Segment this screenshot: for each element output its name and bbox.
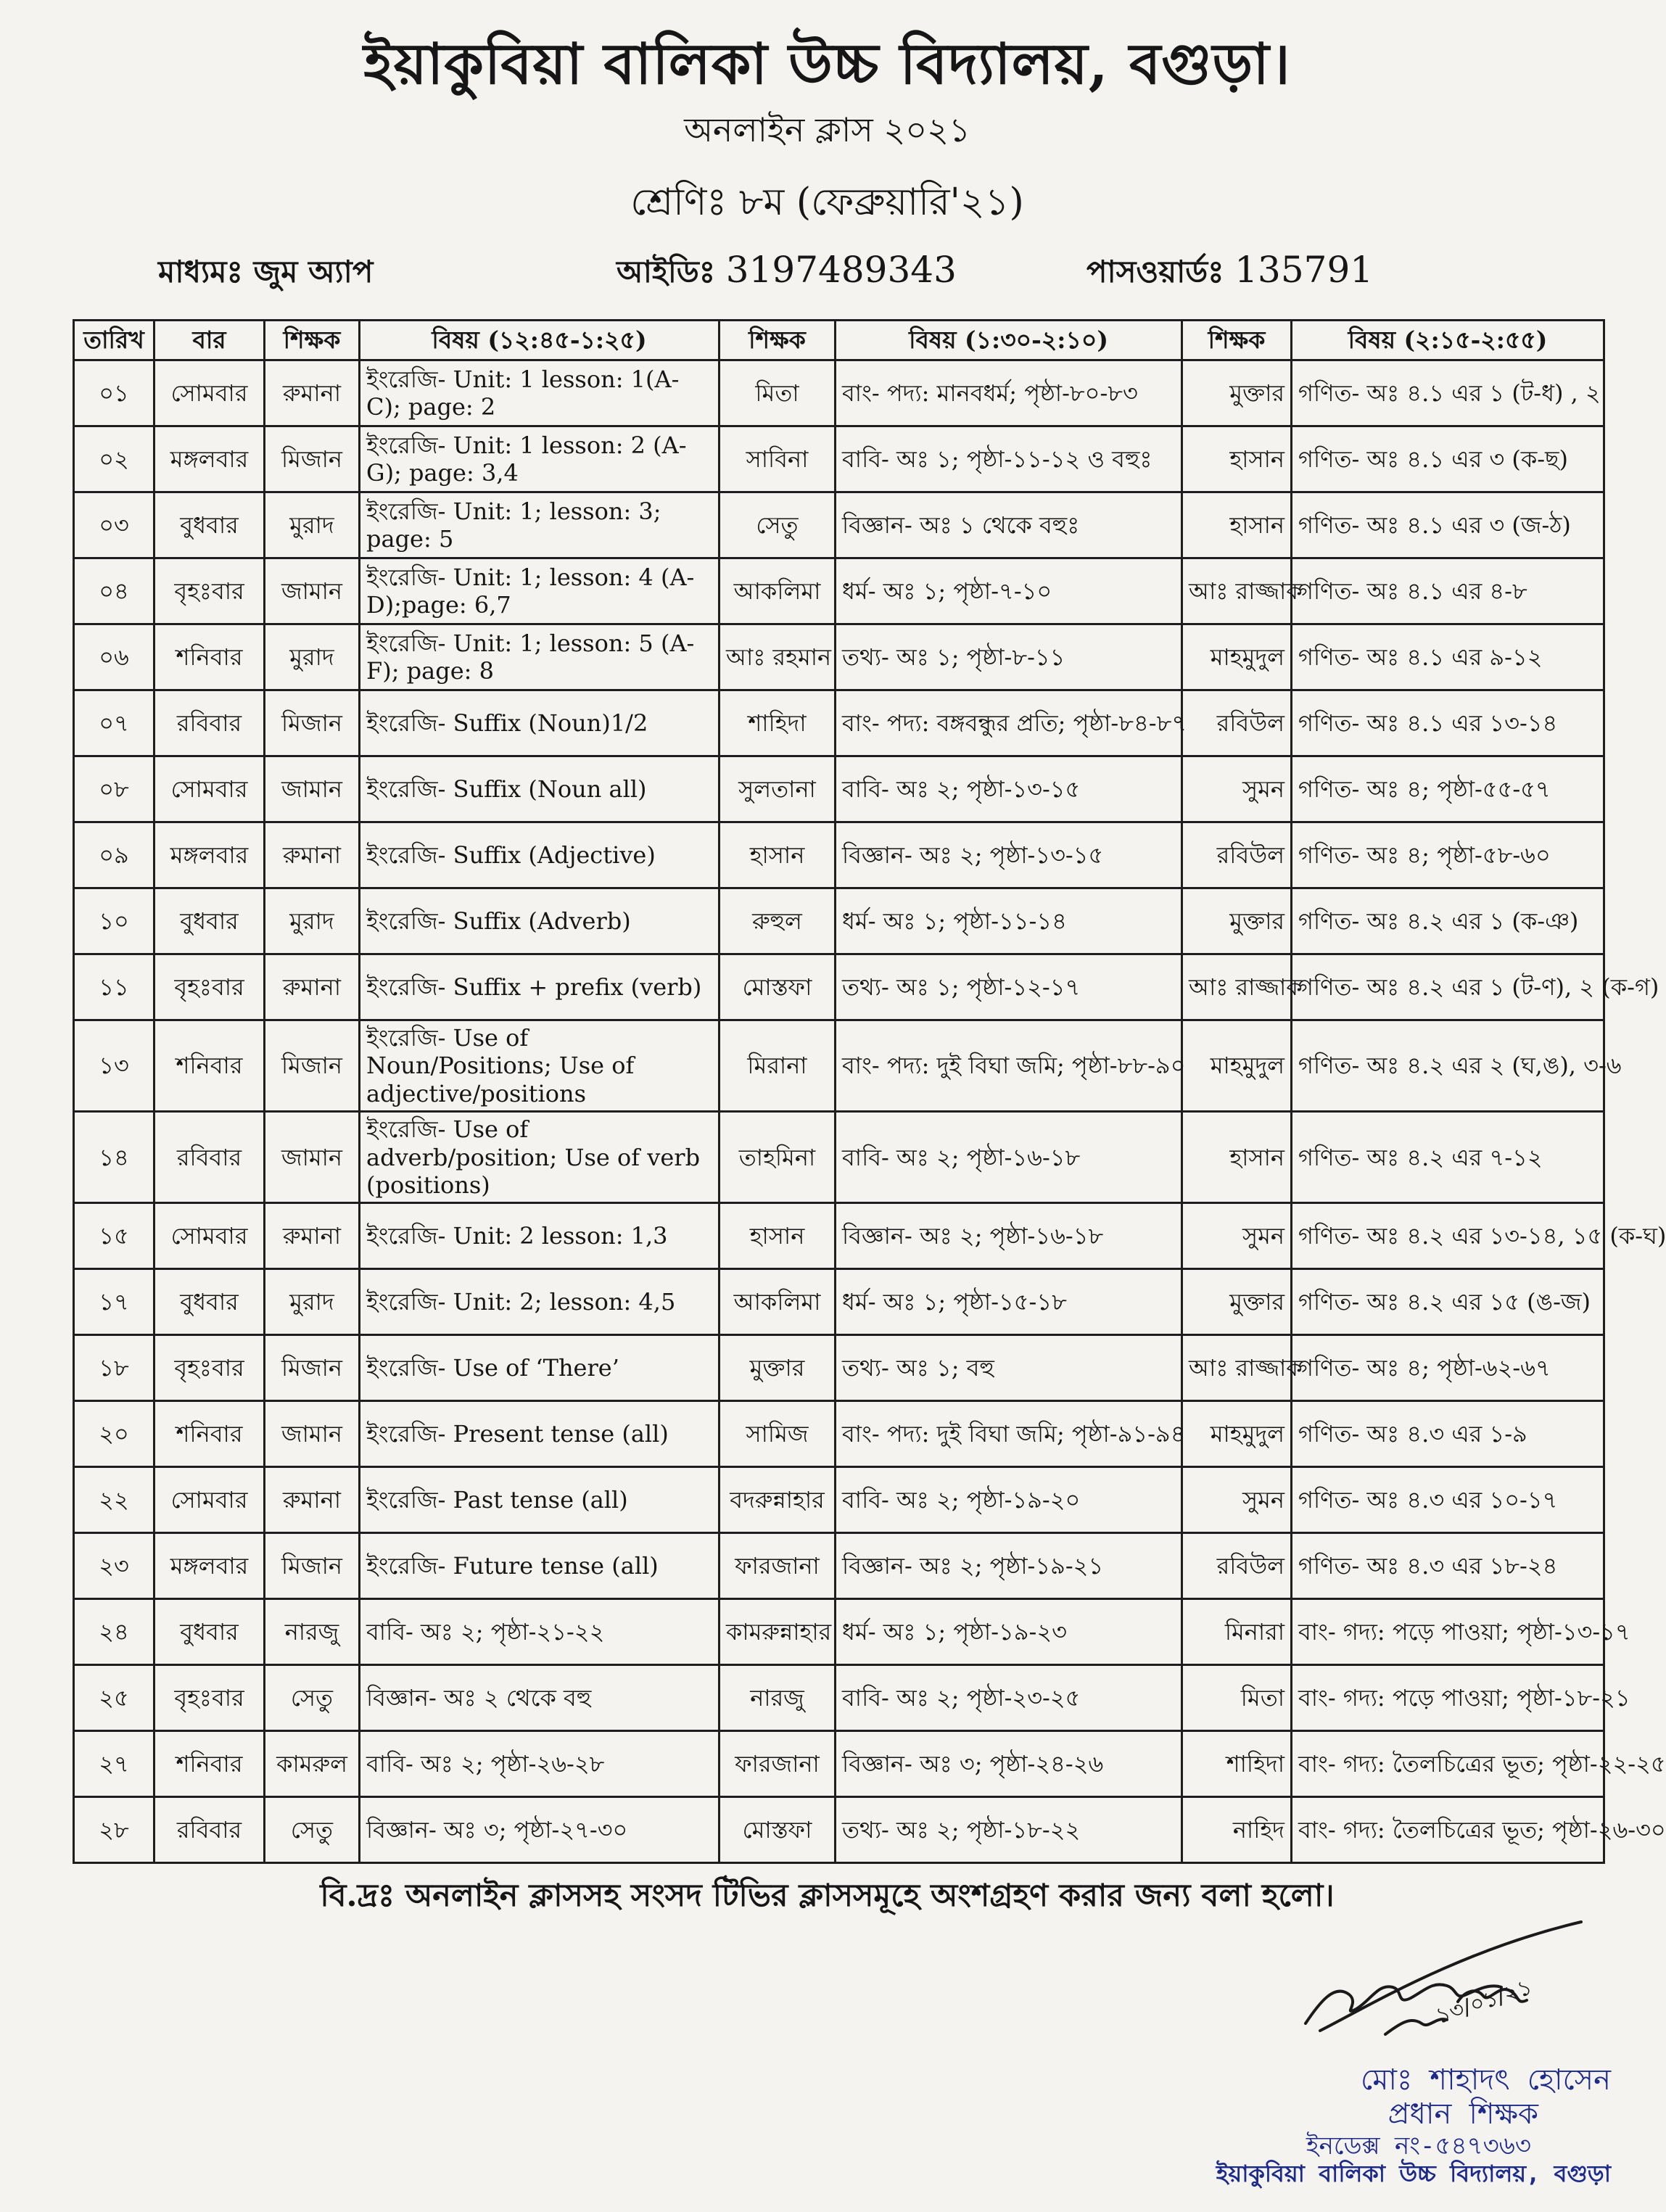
cell-subject-2: ধর্ম- অঃ ১; পৃষ্ঠা-১৫-১৮ (836, 1269, 1182, 1335)
cell-subject-1: ইংরেজি- Use of ‘There’ (360, 1335, 719, 1401)
header-subject-3: বিষয় (২:১৫-২:৫৫) (1292, 321, 1604, 360)
signature-date: ১৩/০১/২১ (1432, 1974, 1535, 2030)
table-row (74, 1665, 1604, 1731)
cell-subject-1: ইংরেজি- Use of adverb/position; Use of verb (positions) (360, 1112, 719, 1203)
cell-day: বৃহঃবার (154, 1665, 265, 1731)
cell-teacher-2: মিরানা (719, 1020, 836, 1112)
table-row (74, 492, 1604, 558)
cell-teacher-3: মুক্তার (1182, 1269, 1292, 1335)
cell-subject-2: বাং- পদ্য: দুই বিঘা জমি; পৃষ্ঠা-৯১-৯৪ (836, 1401, 1182, 1467)
cell-teacher-3: মাহমুদুল (1182, 1401, 1292, 1467)
cell-subject-2: তথ্য- অঃ ১; পৃষ্ঠা-৮-১১ (836, 624, 1182, 690)
school-title: ইয়াকুবিয়া বালিকা উচ্চ বিদ্যালয়, বগুড়া। (363, 31, 1291, 97)
cell-teacher-1: মুরাদ (265, 492, 360, 558)
cell-teacher-1: মুরাদ (265, 624, 360, 690)
cell-day: বৃহঃবার (154, 1335, 265, 1401)
table-row (74, 360, 1604, 426)
cell-subject-1: ইংরেজি- Unit: 1 lesson: 2 (A-G); page: 3,4 (360, 426, 719, 492)
cell-teacher-2: সুলতানা (719, 756, 836, 822)
cell-teacher-3: নাহিদ (1182, 1797, 1292, 1863)
cell-subject-3: গণিত- অঃ ৪; পৃষ্ঠা-৫৮-৬০ (1292, 822, 1604, 888)
cell-teacher-2: আঃ রহমান (719, 624, 836, 690)
cell-teacher-1: মিজান (265, 1020, 360, 1112)
table-row (74, 1335, 1604, 1401)
meeting-id-info (616, 248, 957, 300)
cell-subject-3: গণিত- অঃ ৪.১ এর ৩ (ক-ছ) (1292, 426, 1604, 492)
cell-subject-3: গণিত- অঃ ৪; পৃষ্ঠা-৫৫-৫৭ (1292, 756, 1604, 822)
cell-day: রবিবার (154, 1112, 265, 1203)
cell-date: ১৫ (74, 1203, 154, 1269)
table-row (74, 1112, 1604, 1203)
cell-teacher-1: রুমানা (265, 360, 360, 426)
cell-subject-1: ইংরেজি- Unit: 2; lesson: 4,5 (360, 1269, 719, 1335)
header-date: তারিখ (74, 321, 154, 360)
passcode-value: 135791 (1234, 249, 1374, 291)
cell-subject-2: বাবি- অঃ ২; পৃষ্ঠা-১৯-২০ (836, 1467, 1182, 1533)
cell-subject-3: গণিত- অঃ ৪.১ এর ৪-৮ (1292, 558, 1604, 624)
cell-teacher-3: হাসান (1182, 492, 1292, 558)
cell-teacher-1: জামান (265, 558, 360, 624)
table-row (74, 1269, 1604, 1335)
cell-teacher-3: মাহমুদুল (1182, 1020, 1292, 1112)
cell-teacher-3: মাহমুদুল (1182, 624, 1292, 690)
cell-teacher-2: সেতু (719, 492, 836, 558)
cell-teacher-1: মিজান (265, 1335, 360, 1401)
seal-school-name: ইয়াকুবিয়া বালিকা উচ্চ বিদ্যালয়, বগুড়া (1216, 2160, 1611, 2188)
cell-subject-1: বিজ্ঞান- অঃ ৩; পৃষ্ঠা-২৭-৩০ (360, 1797, 719, 1863)
cell-subject-1: ইংরেজি- Suffix + prefix (verb) (360, 954, 719, 1020)
cell-teacher-3: সুমন (1182, 756, 1292, 822)
cell-date: ১১ (74, 954, 154, 1020)
table-row (74, 1467, 1604, 1533)
cell-teacher-2: হাসান (719, 822, 836, 888)
cell-day: বুধবার (154, 888, 265, 954)
cell-subject-2: তথ্য- অঃ ২; পৃষ্ঠা-১৮-২২ (836, 1797, 1182, 1863)
cell-teacher-2: ফারজানা (719, 1731, 836, 1797)
table-row (74, 1401, 1604, 1467)
table-row (74, 888, 1604, 954)
cell-subject-2: বাং- পদ্য: বঙ্গবন্ধুর প্রতি; পৃষ্ঠা-৮৪-৮৭ (836, 690, 1182, 756)
cell-teacher-1: সেতু (265, 1665, 360, 1731)
cell-teacher-1: মুরাদ (265, 888, 360, 954)
cell-subject-2: বাবি- অঃ ২; পৃষ্ঠা-১৩-১৫ (836, 756, 1182, 822)
cell-date: ০৭ (74, 690, 154, 756)
cell-subject-2: তথ্য- অঃ ১; পৃষ্ঠা-১২-১৭ (836, 954, 1182, 1020)
cell-subject-3: গণিত- অঃ ৪.১ এর ৯-১২ (1292, 624, 1604, 690)
cell-subject-2: বাং- পদ্য: মানবধর্ম; পৃষ্ঠা-৮০-৮৩ (836, 360, 1182, 426)
cell-day: সোমবার (154, 756, 265, 822)
cell-subject-1: ইংরেজি- Use of Noun/Positions; Use of adjective/positions (360, 1020, 719, 1112)
cell-teacher-3: রবিউল (1182, 822, 1292, 888)
cell-subject-2: বিজ্ঞান- অঃ ৩; পৃষ্ঠা-২৪-২৬ (836, 1731, 1182, 1797)
cell-teacher-2: মুক্তার (719, 1335, 836, 1401)
cell-subject-1: ইংরেজি- Suffix (Noun all) (360, 756, 719, 822)
cell-day: সোমবার (154, 1203, 265, 1269)
cell-day: সোমবার (154, 360, 265, 426)
passcode-label: পাসওয়ার্ডঃ (1086, 254, 1224, 289)
table-row (74, 690, 1604, 756)
cell-subject-3: বাং- গদ্য: পড়ে পাওয়া; পৃষ্ঠা-১৩-১৭ (1292, 1599, 1604, 1665)
cell-subject-2: বাং- পদ্য: দুই বিঘা জমি; পৃষ্ঠা-৮৮-৯০ (836, 1020, 1182, 1112)
cell-subject-1: ইংরেজি- Future tense (all) (360, 1533, 719, 1599)
notice-text: বি.দ্রঃ অনলাইন ক্লাসসহ সংসদ টিভির ক্লাসসমূহে অংশগ্রহণ করার জন্য বলা হলো। (320, 1878, 1335, 1914)
cell-date: ১৭ (74, 1269, 154, 1335)
cell-teacher-3: রবিউল (1182, 690, 1292, 756)
cell-date: ০৩ (74, 492, 154, 558)
cell-subject-3: বাং- গদ্য: পড়ে পাওয়া; পৃষ্ঠা-১৮-২১ (1292, 1665, 1604, 1731)
cell-teacher-1: জামান (265, 1401, 360, 1467)
cell-day: বুধবার (154, 1599, 265, 1665)
medium-value: জুম অ্যাপ (253, 254, 374, 289)
table-row (74, 822, 1604, 888)
cell-day: মঙ্গলবার (154, 822, 265, 888)
page-subtitle: অনলাইন ক্লাস ২০২১ (684, 110, 970, 149)
cell-teacher-1: মিজান (265, 1533, 360, 1599)
medium-label: মাধ্যমঃ (158, 254, 243, 289)
headmaster-name: মোঃ শাহাদৎ হোসেন (1360, 2063, 1611, 2097)
cell-date: ১৪ (74, 1112, 154, 1203)
cell-teacher-2: আকলিমা (719, 558, 836, 624)
headmaster-role: প্রধান শিক্ষক (1387, 2097, 1538, 2131)
cell-day: শনিবার (154, 624, 265, 690)
cell-teacher-3: সুমন (1182, 1467, 1292, 1533)
cell-subject-1: ইংরেজি- Unit: 2 lesson: 1,3 (360, 1203, 719, 1269)
cell-subject-3: গণিত- অঃ ৪.২ এর ২ (ঘ,ঙ), ৩-৬ (1292, 1020, 1604, 1112)
cell-teacher-2: তাহমিনা (719, 1112, 836, 1203)
cell-subject-1: ইংরেজি- Unit: 1; lesson: 3; page: 5 (360, 492, 719, 558)
cell-teacher-2: মিতা (719, 360, 836, 426)
cell-day: বুধবার (154, 492, 265, 558)
cell-subject-2: ধর্ম- অঃ ১; পৃষ্ঠা-১১-১৪ (836, 888, 1182, 954)
cell-subject-1: ইংরেজি- Unit: 1 lesson: 1(A-C); page: 2 (360, 360, 719, 426)
cell-subject-3: গণিত- অঃ ৪.৩ এর ১-৯ (1292, 1401, 1604, 1467)
cell-teacher-2: আকলিমা (719, 1269, 836, 1335)
cell-subject-3: গণিত- অঃ ৪.৩ এর ১৮-২৪ (1292, 1533, 1604, 1599)
cell-teacher-1: জামান (265, 756, 360, 822)
cell-teacher-3: আঃ রাজ্জাক (1182, 558, 1292, 624)
table-body (74, 360, 1666, 1863)
cell-date: ০৯ (74, 822, 154, 888)
cell-date: ০৮ (74, 756, 154, 822)
cell-subject-3: গণিত- অঃ ৪.২ এর ১৫ (ঙ-জ) (1292, 1269, 1604, 1335)
cell-teacher-3: মুক্তার (1182, 360, 1292, 426)
cell-subject-3: গণিত- অঃ ৪.২ এর ৭-১২ (1292, 1112, 1604, 1203)
cell-subject-2: ধর্ম- অঃ ১; পৃষ্ঠা-৭-১০ (836, 558, 1182, 624)
cell-subject-1: বাবি- অঃ ২; পৃষ্ঠা-২১-২২ (360, 1599, 719, 1665)
cell-teacher-2: রুহুল (719, 888, 836, 954)
cell-teacher-2: হাসান (719, 1203, 836, 1269)
cell-day: মঙ্গলবার (154, 426, 265, 492)
table-row (74, 1020, 1604, 1112)
cell-date: ১৮ (74, 1335, 154, 1401)
cell-teacher-2: সাবিনা (719, 426, 836, 492)
cell-teacher-2: নারজু (719, 1665, 836, 1731)
cell-subject-2: বাবি- অঃ ২; পৃষ্ঠা-১৬-১৮ (836, 1112, 1182, 1203)
cell-subject-1: ইংরেজি- Suffix (Adjective) (360, 822, 719, 888)
table-row (74, 1533, 1604, 1599)
cell-subject-3: গণিত- অঃ ৪.২ এর ১ (ক-ঞ) (1292, 888, 1604, 954)
table-row (74, 756, 1604, 822)
cell-teacher-1: রুমানা (265, 1203, 360, 1269)
cell-subject-1: ইংরেজি- Past tense (all) (360, 1467, 719, 1533)
table-row (74, 558, 1604, 624)
cell-teacher-2: মোস্তফা (719, 954, 836, 1020)
cell-subject-1: ইংরেজি- Suffix (Adverb) (360, 888, 719, 954)
header-subject-1: বিষয় (১২:৪৫-১:২৫) (360, 321, 719, 360)
cell-date: ২০ (74, 1401, 154, 1467)
cell-teacher-2: কামরুন্নাহার (719, 1599, 836, 1665)
handwritten-signature (1277, 1915, 1610, 2045)
cell-subject-2: তথ্য- অঃ ১; বহু (836, 1335, 1182, 1401)
cell-teacher-2: ফারজানা (719, 1533, 836, 1599)
cell-subject-3: গণিত- অঃ ৪; পৃষ্ঠা-৬২-৬৭ (1292, 1335, 1604, 1401)
cell-date: ০১ (74, 360, 154, 426)
cell-subject-1: ইংরেজি- Unit: 1; lesson: 5 (A-F); page: 8 (360, 624, 719, 690)
cell-day: শনিবার (154, 1731, 265, 1797)
cell-date: ২৪ (74, 1599, 154, 1665)
cell-subject-3: বাং- গদ্য: তৈলচিত্রের ভূত; পৃষ্ঠা-২২-২৫ (1292, 1731, 1604, 1797)
passcode-info (1086, 248, 1373, 300)
cell-teacher-1: মিজান (265, 690, 360, 756)
cell-teacher-1: জামান (265, 1112, 360, 1203)
index-number: ইনডেক্স নং-৫৪৭৩৬৩ (1306, 2131, 1531, 2161)
cell-day: সোমবার (154, 1467, 265, 1533)
cell-date: ০৬ (74, 624, 154, 690)
cell-day: বৃহঃবার (154, 558, 265, 624)
cell-subject-2: বিজ্ঞান- অঃ ২; পৃষ্ঠা-১৬-১৮ (836, 1203, 1182, 1269)
cell-teacher-3: সুমন (1182, 1203, 1292, 1269)
cell-subject-2: ধর্ম- অঃ ১; পৃষ্ঠা-১৯-২৩ (836, 1599, 1182, 1665)
class-routine-table (73, 319, 1666, 1864)
headmaster-seal (1216, 2063, 1611, 2188)
medium-info (158, 248, 373, 300)
cell-day: বুধবার (154, 1269, 265, 1335)
cell-subject-1: ইংরেজি- Unit: 1; lesson: 4 (A-D);page: 6,7 (360, 558, 719, 624)
cell-teacher-3: রবিউল (1182, 1533, 1292, 1599)
cell-subject-2: বিজ্ঞান- অঃ ২; পৃষ্ঠা-১৩-১৫ (836, 822, 1182, 888)
cell-date: ২৫ (74, 1665, 154, 1731)
cell-date: ২৩ (74, 1533, 154, 1599)
table-row (74, 624, 1604, 690)
table-row (74, 1731, 1604, 1797)
header-teacher-2: শিক্ষক (719, 321, 836, 360)
cell-teacher-2: শাহিদা (719, 690, 836, 756)
cell-subject-3: গণিত- অঃ ৪.১ এর ৩ (জ-ঠ) (1292, 492, 1604, 558)
cell-subject-1: বিজ্ঞান- অঃ ২ থেকে বহু (360, 1665, 719, 1731)
cell-subject-1: বাবি- অঃ ২; পৃষ্ঠা-২৬-২৮ (360, 1731, 719, 1797)
cell-date: ১০ (74, 888, 154, 954)
cell-subject-1: ইংরেজি- Suffix (Noun)1/2 (360, 690, 719, 756)
cell-day: রবিবার (154, 1797, 265, 1863)
cell-teacher-2: মোস্তফা (719, 1797, 836, 1863)
cell-day: মঙ্গলবার (154, 1533, 265, 1599)
cell-teacher-1: রুমানা (265, 954, 360, 1020)
cell-teacher-3: মিতা (1182, 1665, 1292, 1731)
cell-day: রবিবার (154, 690, 265, 756)
table-row (74, 1599, 1604, 1665)
cell-day: বৃহঃবার (154, 954, 265, 1020)
header-teacher-1: শিক্ষক (265, 321, 360, 360)
cell-day: শনিবার (154, 1401, 265, 1467)
cell-teacher-3: শাহিদা (1182, 1731, 1292, 1797)
cell-date: ০৪ (74, 558, 154, 624)
table-row (74, 426, 1604, 492)
cell-teacher-2: সামিজ (719, 1401, 836, 1467)
cell-date: ২৮ (74, 1797, 154, 1863)
cell-teacher-1: মুরাদ (265, 1269, 360, 1335)
table-header-row (74, 321, 1604, 360)
cell-teacher-3: হাসান (1182, 426, 1292, 492)
table-row (74, 954, 1604, 1020)
cell-subject-1: ইংরেজি- Present tense (all) (360, 1401, 719, 1467)
cell-teacher-2: বদরুন্নাহার (719, 1467, 836, 1533)
header-day: বার (154, 321, 265, 360)
cell-teacher-3: আঃ রাজ্জাক (1182, 954, 1292, 1020)
cell-subject-3: গণিত- অঃ ৪.১ এর ১ (ট-ধ) , ২ (1292, 360, 1604, 426)
meeting-id-label: আইডিঃ (616, 254, 716, 289)
table-row (74, 1203, 1604, 1269)
cell-subject-2: বাবি- অঃ ১; পৃষ্ঠা-১১-১২ ও বহুঃ (836, 426, 1182, 492)
cell-date: ০২ (74, 426, 154, 492)
class-line: শ্রেণিঃ ৮ম (ফেব্রুয়ারি'২১) (630, 181, 1024, 224)
cell-subject-2: বিজ্ঞান- অঃ ২; পৃষ্ঠা-১৯-২১ (836, 1533, 1182, 1599)
header-subject-2: বিষয় (১:৩০-২:১০) (836, 321, 1182, 360)
cell-subject-3: গণিত- অঃ ৪.৩ এর ১০-১৭ (1292, 1467, 1604, 1533)
cell-subject-3: গণিত- অঃ ৪.১ এর ১৩-১৪ (1292, 690, 1604, 756)
cell-subject-2: বিজ্ঞান- অঃ ১ থেকে বহুঃ (836, 492, 1182, 558)
cell-teacher-1: সেতু (265, 1797, 360, 1863)
cell-subject-3: গণিত- অঃ ৪.২ এর ১৩-১৪, ১৫ (ক-ঘ) (1292, 1203, 1604, 1269)
meeting-id-value: 3197489343 (725, 249, 957, 291)
cell-subject-3: গণিত- অঃ ৪.২ এর ১ (ট-ণ), ২ (ক-গ) (1292, 954, 1604, 1020)
cell-teacher-1: কামরুল (265, 1731, 360, 1797)
cell-teacher-3: মিনারা (1182, 1599, 1292, 1665)
cell-subject-2: বাবি- অঃ ২; পৃষ্ঠা-২৩-২৫ (836, 1665, 1182, 1731)
cell-teacher-3: মুক্তার (1182, 888, 1292, 954)
cell-teacher-3: হাসান (1182, 1112, 1292, 1203)
table-row (74, 1797, 1604, 1863)
header-teacher-3: শিক্ষক (1182, 321, 1292, 360)
cell-date: ১৩ (74, 1020, 154, 1112)
cell-teacher-1: রুমানা (265, 1467, 360, 1533)
cell-date: ২৭ (74, 1731, 154, 1797)
cell-teacher-1: নারজু (265, 1599, 360, 1665)
cell-date: ২২ (74, 1467, 154, 1533)
cell-teacher-3: আঃ রাজ্জাক (1182, 1335, 1292, 1401)
cell-teacher-1: রুমানা (265, 822, 360, 888)
cell-teacher-1: মিজান (265, 426, 360, 492)
cell-day: শনিবার (154, 1020, 265, 1112)
cell-subject-3: বাং- গদ্য: তৈলচিত্রের ভূত; পৃষ্ঠা-২৬-৩০ (1292, 1797, 1604, 1863)
